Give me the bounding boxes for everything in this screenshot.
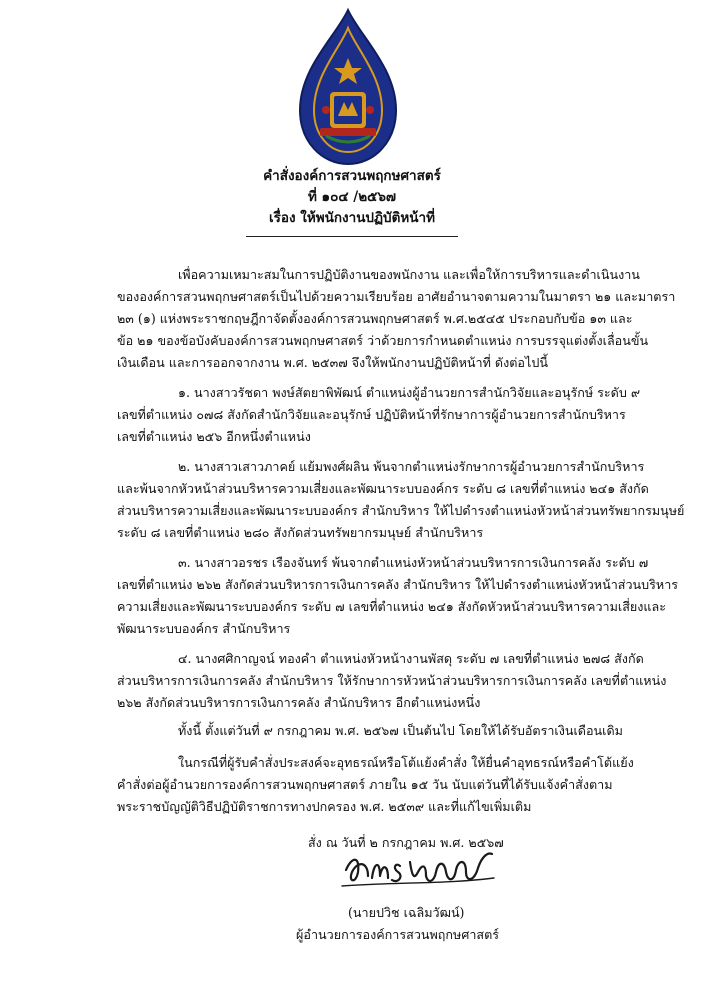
item-1-line-3: เลขที่ตำแหน่ง ๒๕๖ อีกหนึ่งตำแหน่ง: [117, 429, 311, 444]
emblem-seal: [286, 6, 410, 168]
order-number: ที่ ๑๐๔ /๒๕๖๗: [307, 189, 397, 205]
handwritten-signature: [338, 842, 498, 892]
item-3-line-4: พัฒนาระบบองค์กร สำนักบริหาร: [117, 621, 291, 636]
order-subject: เรื่อง ให้พนักงานปฏิบัติหน้าที่: [268, 210, 436, 226]
item-4-line-1: ๔. นางศศิกาญจน์ ทองคำ ตำแหน่งหัวหน้างานพัสดุ ระดับ ๗ เลขที่ตำแหน่ง ๒๗๘ สังกัด: [178, 651, 644, 666]
item-1-line-1: ๑. นางสาวรัชดา พงษ์สัตยาพิพัฒน์ ตำแหน่งผู้อำนวยการสำนักวิจัยและอนุรักษ์ ระดับ ๙: [178, 385, 641, 400]
intro-line-2: ขององค์การสวนพฤกษศาสตร์เป็นไปด้วยความเรียบร้อย อาศัยอำนาจตามความในมาตรา ๒๑ และมาตรา: [117, 289, 676, 304]
item-2-line-3: ส่วนบริหารความเสี่ยงและพัฒนาระบบองค์กร สำนักบริหาร ให้ไปดำรงตำแหน่งหัวหน้าส่วนทรัพยากรมนุษย์: [117, 503, 685, 518]
item-2-line-2: และพ้นจากหัวหน้าส่วนบริหารความเสี่ยงและพัฒนาระบบองค์กร ระดับ ๘ เลขที่ตำแหน่ง ๒๔๑ สังกัด: [117, 481, 649, 496]
item-3-line-1: ๓. นางสาวอรชร เรืองจันทร์ พ้นจากตำแหน่งหัวหน้าส่วนบริหารการเงินการคลัง ระดับ ๗: [178, 555, 649, 570]
item-3-line-2: เลขที่ตำแหน่ง ๒๖๒ สังกัดส่วนบริหารการเงินการคลัง สำนักบริหาร ให้ไปดำรงตำแหน่งหัวหน้าส่วนบริหาร: [117, 577, 679, 592]
item-4-line-2: ส่วนบริหารการเงินการคลัง สำนักบริหาร ให้รักษาการหัวหน้าส่วนบริหารการเงินการคลัง เลขที่ตำแหน่ง: [117, 673, 667, 688]
item-1-line-2: เลขที่ตำแหน่ง ๐๗๘ สังกัดสำนักวิจัยและอนุรักษ์ ปฏิบัติหน้าที่รักษาการผู้อำนวยการสำนักบริหาร: [117, 407, 626, 422]
item-4-line-3: ๒๖๒ สังกัดส่วนบริหารการเงินการคลัง สำนักบริหาร อีกตำแหน่งหนึ่ง: [117, 695, 481, 710]
header-divider: [246, 236, 458, 237]
signer-name: (นายปวิช เฉลิมวัฒน์): [348, 905, 465, 920]
order-title: คำสั่งองค์การสวนพฤกษศาสตร์: [263, 168, 441, 184]
item-2-line-4: ระดับ ๘ เลขที่ตำแหน่ง ๒๘๐ สังกัดส่วนทรัพยากรมนุษย์ สำนักบริหาร: [117, 525, 484, 540]
appeal-line-2: คำสั่งต่อผู้อำนวยการองค์การสวนพฤกษศาสตร์ ภายใน ๑๕ วัน นับแต่วันที่ได้รับแจ้งคำสั่งตาม: [117, 777, 613, 792]
intro-line-1: เพื่อความเหมาะสมในการปฏิบัติงานของพนักงาน และเพื่อให้การบริหารและดำเนินงาน: [178, 267, 640, 282]
order-date: สั่ง ณ วันที่ ๒ กรกฎาคม พ.ศ. ๒๕๖๗: [308, 835, 504, 850]
intro-line-4: ข้อ ๒๑ ของข้อบังคับองค์การสวนพฤกษศาสตร์ ว่าด้วยการกำหนดตำแหน่ง การบรรจุแต่งตั้งเลื่อนขั้น: [117, 333, 649, 348]
item-3-line-3: ความเสี่ยงและพัฒนาระบบองค์กร ระดับ ๗ เลขที่ตำแหน่ง ๒๔๑ สังกัดหัวหน้าส่วนบริหารความเสี่ยงและ: [117, 599, 667, 614]
appeal-line-3: พระราชบัญญัติวิธีปฏิบัติราชการทางปกครอง พ.ศ. ๒๕๓๙ และที่แก้ไขเพิ่มเติม: [117, 799, 532, 814]
effective-date-line: ทั้งนี้ ตั้งแต่วันที่ ๙ กรกฎาคม พ.ศ. ๒๕๖๗ เป็นต้นไป โดยให้ได้รับอัตราเงินเดือนเดิม: [178, 723, 623, 738]
item-2-line-1: ๒. นางสาวเสาวภาคย์ แย้มพงศ์ผลิน พ้นจากตำแหน่งรักษาการผู้อำนวยการสำนักบริหาร: [178, 459, 645, 474]
appeal-line-1: ในกรณีที่ผู้รับคำสั่งประสงค์จะอุทธรณ์หรือโต้แย้งคำสั่ง ให้ยื่นคำอุทธรณ์หรือคำโต้แย้ง: [178, 755, 634, 770]
signer-title: ผู้อำนวยการองค์การสวนพฤกษศาสตร์: [296, 927, 500, 942]
intro-line-3: ๒๓ (๑) แห่งพระราชกฤษฎีกาจัดตั้งองค์การสวนพฤกษศาสตร์ พ.ศ.๒๕๔๕ ประกอบกับข้อ ๑๓ และ: [117, 311, 633, 326]
intro-line-5: เงินเดือน และการออกจากงาน พ.ศ. ๒๕๓๗ จึงให้พนักงานปฏิบัติหน้าที่ ดังต่อไปนี้: [117, 355, 548, 370]
